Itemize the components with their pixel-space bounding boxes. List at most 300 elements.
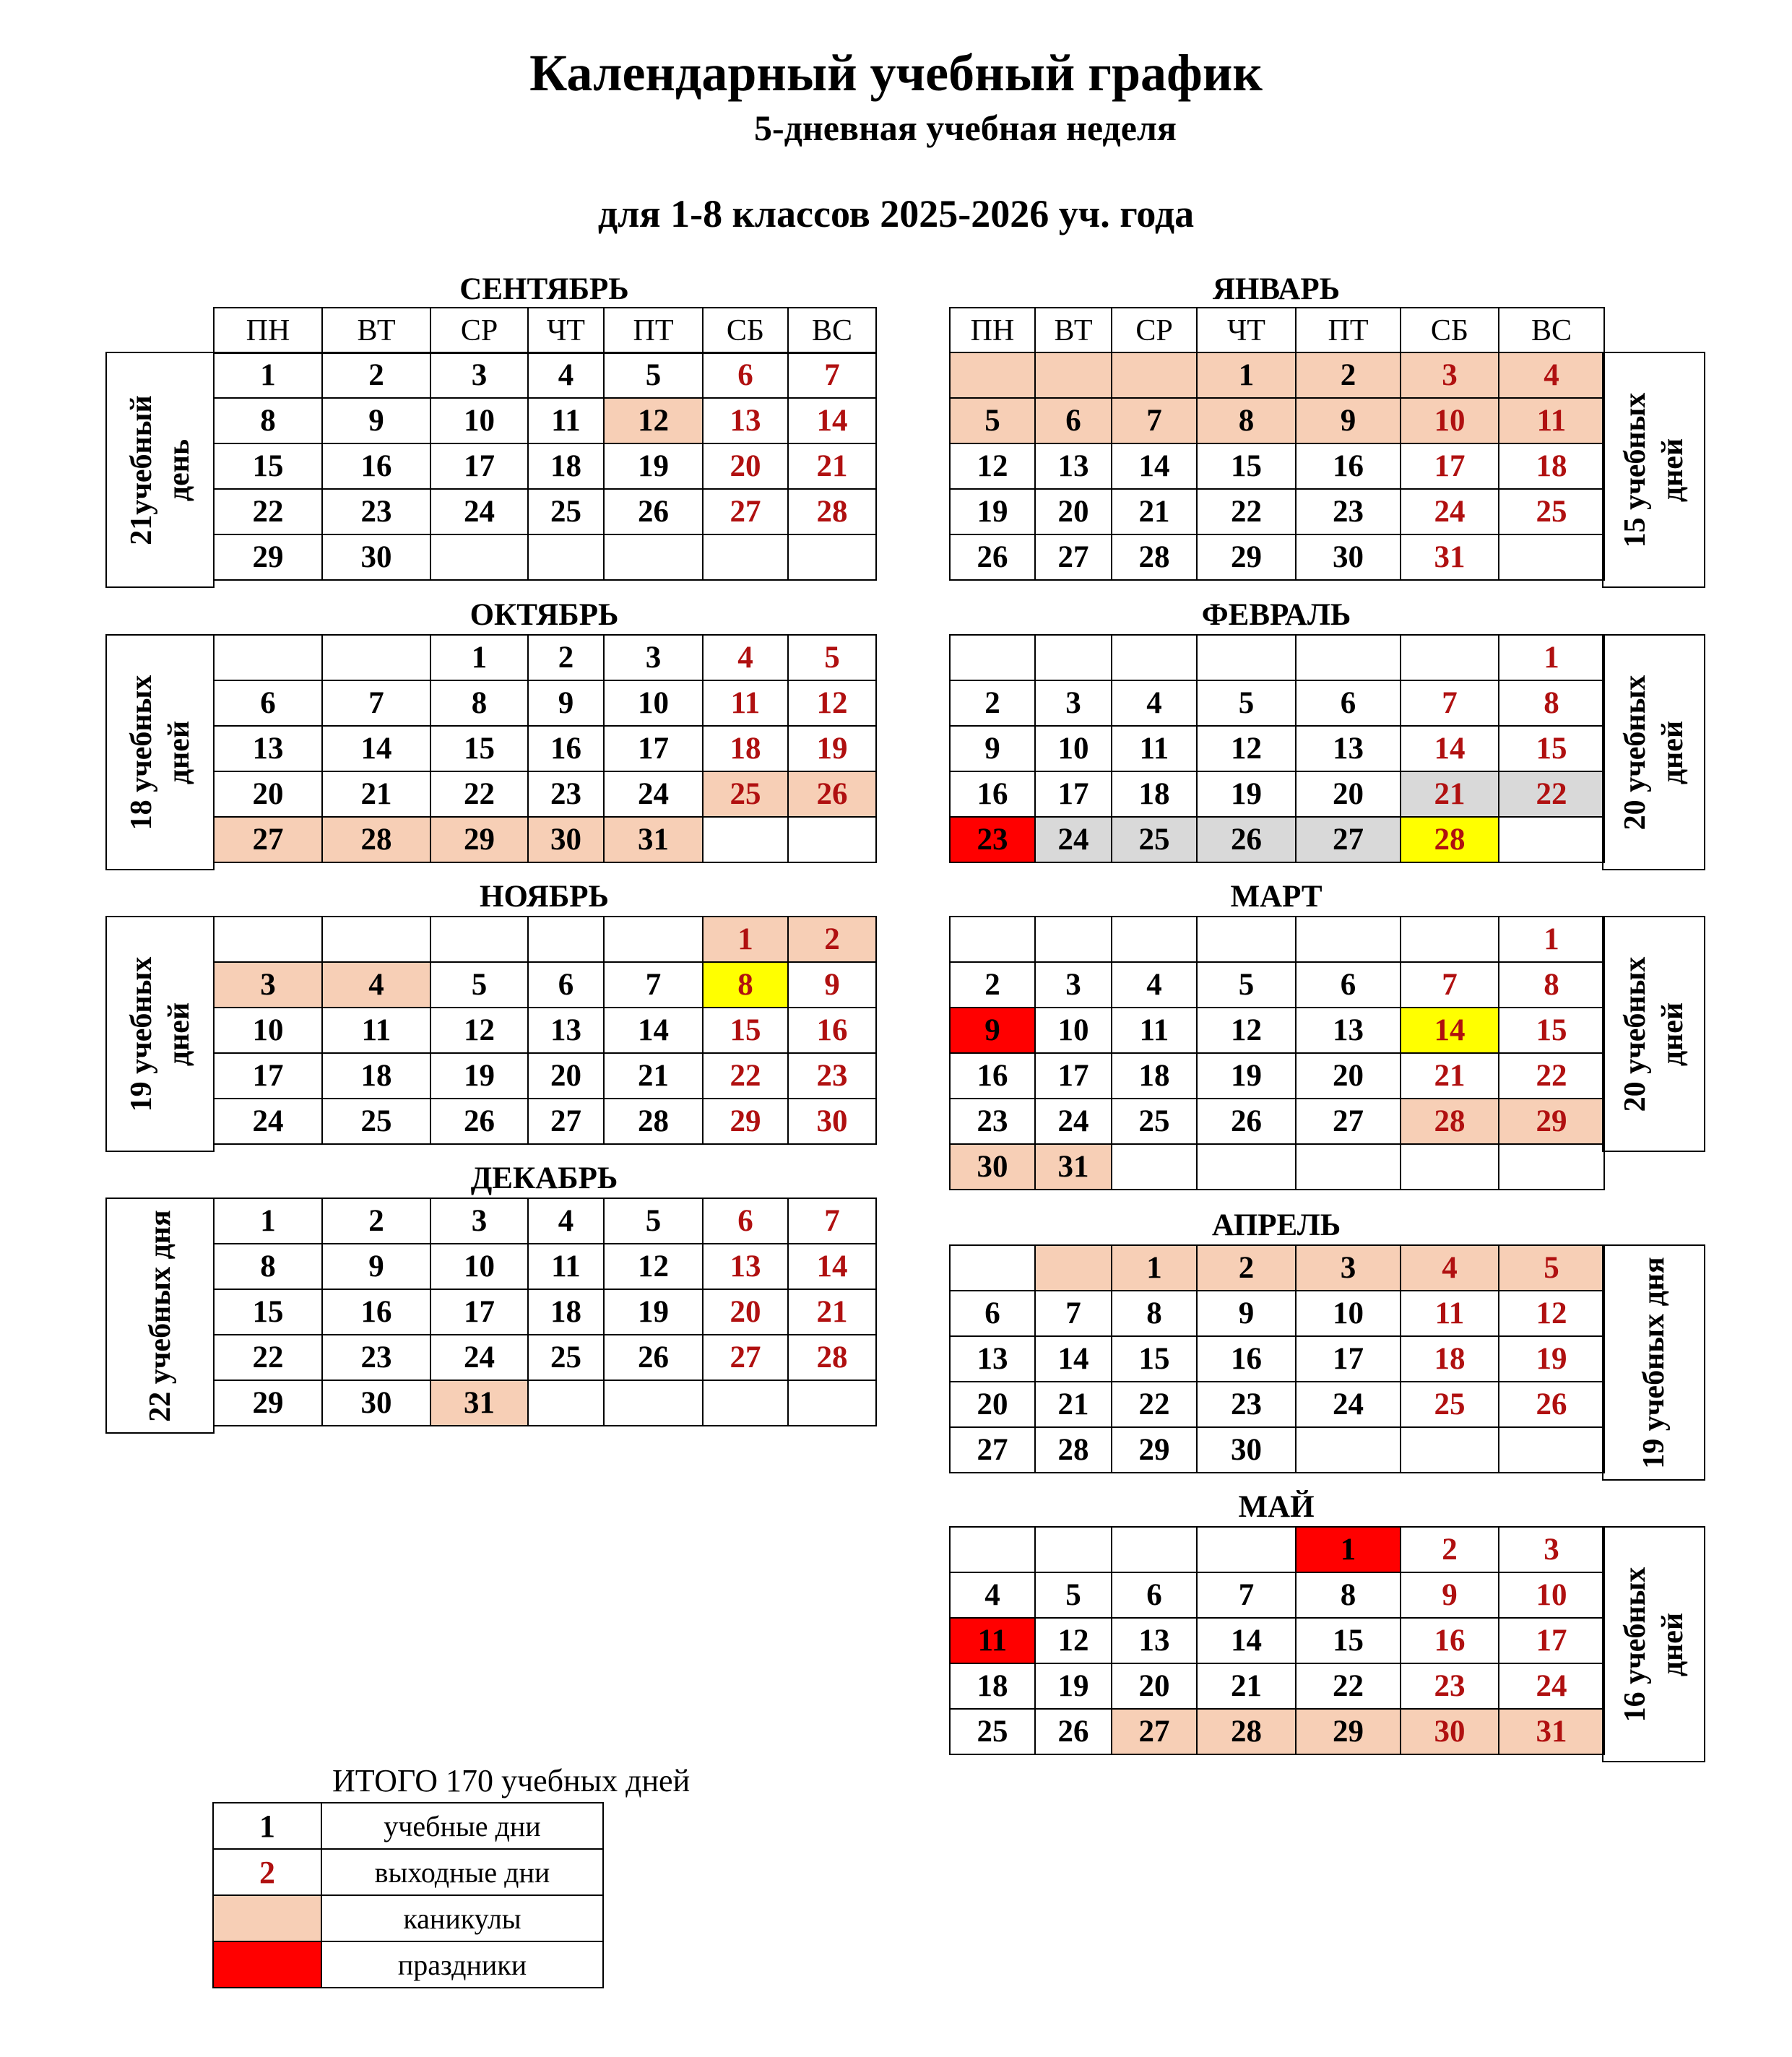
day-cell: 31 — [430, 1380, 528, 1426]
day-cell: 16 — [322, 1289, 430, 1335]
day-cell: 19 — [950, 489, 1035, 534]
weekday-header: ВТ — [1035, 308, 1112, 353]
day-cell: 23 — [1296, 489, 1401, 534]
day-cell: 11 — [528, 398, 604, 443]
day-cell: 26 — [1197, 1099, 1296, 1144]
day-cell: 10 — [1035, 1008, 1112, 1053]
day-cell: 19 — [1035, 1663, 1112, 1709]
day-cell: 17 — [430, 443, 528, 489]
day-cell: 23 — [528, 771, 604, 817]
day-cell: 14 — [1197, 1618, 1296, 1663]
empty-cell — [1401, 1427, 1499, 1473]
day-cell: 23 — [322, 1335, 430, 1380]
month-grid — [949, 634, 1605, 863]
day-cell: 28 — [1197, 1709, 1296, 1754]
day-cell: 7 — [788, 1198, 876, 1244]
day-cell: 28 — [788, 1335, 876, 1380]
day-cell: 21 — [1112, 489, 1197, 534]
day-cell: 8 — [1197, 398, 1296, 443]
day-cell: 29 — [214, 1380, 322, 1426]
day-cell: 28 — [322, 817, 430, 862]
day-cell: 6 — [214, 680, 322, 726]
day-cell: 26 — [430, 1099, 528, 1144]
day-cell: 22 — [214, 1335, 322, 1380]
day-cell: 19 — [430, 1053, 528, 1099]
day-cell: 12 — [1499, 1291, 1604, 1336]
weekday-header: ЧТ — [528, 308, 604, 353]
day-cell: 29 — [1499, 1099, 1604, 1144]
day-cell: 2 — [322, 352, 430, 398]
day-cell: 12 — [604, 398, 703, 443]
total-study-days: ИТОГО 170 учебных дней — [332, 1763, 691, 1798]
day-cell: 25 — [1401, 1382, 1499, 1427]
day-cell: 22 — [703, 1053, 788, 1099]
legend-text: праздники — [321, 1941, 603, 1988]
empty-cell — [1112, 352, 1197, 398]
study-days-label: 20 учебных дней — [1602, 916, 1705, 1152]
empty-cell — [1197, 917, 1296, 962]
day-cell: 27 — [1112, 1709, 1197, 1754]
day-cell: 29 — [430, 817, 528, 862]
day-cell: 27 — [528, 1099, 604, 1144]
month-title: МАРТ — [1230, 880, 1323, 914]
day-cell: 8 — [703, 962, 788, 1008]
day-cell: 22 — [430, 771, 528, 817]
day-cell: 8 — [1499, 962, 1604, 1008]
day-cell: 11 — [1401, 1291, 1499, 1336]
legend-row — [213, 1849, 603, 1895]
day-cell: 2 — [1296, 352, 1401, 398]
day-cell: 29 — [1112, 1427, 1197, 1473]
day-cell: 12 — [1197, 726, 1296, 771]
day-cell: 15 — [1112, 1336, 1197, 1382]
day-cell: 9 — [950, 1008, 1035, 1053]
day-cell: 25 — [1112, 1099, 1197, 1144]
empty-cell — [1499, 817, 1604, 862]
day-cell: 9 — [1401, 1572, 1499, 1618]
weekday-header: ПТ — [604, 308, 703, 353]
day-cell: 20 — [528, 1053, 604, 1099]
day-cell: 21 — [1035, 1382, 1112, 1427]
day-cell: 5 — [430, 962, 528, 1008]
day-cell: 19 — [1499, 1336, 1604, 1382]
empty-cell — [1197, 1144, 1296, 1190]
legend-swatch — [213, 1941, 321, 1988]
day-cell: 8 — [214, 398, 322, 443]
day-cell: 3 — [430, 352, 528, 398]
day-cell: 11 — [528, 1244, 604, 1289]
day-cell: 28 — [788, 489, 876, 534]
day-cell: 25 — [1112, 817, 1197, 862]
empty-cell — [528, 917, 604, 962]
weekday-header-right — [949, 307, 1605, 354]
day-cell: 29 — [1197, 534, 1296, 580]
empty-cell — [950, 1245, 1035, 1291]
day-cell: 2 — [1401, 1527, 1499, 1572]
weekday-header: СР — [1112, 308, 1197, 353]
day-cell: 24 — [1035, 817, 1112, 862]
day-cell: 7 — [788, 352, 876, 398]
month-title: ФЕВРАЛЬ — [1201, 598, 1351, 632]
day-cell: 23 — [1197, 1382, 1296, 1427]
weekday-header: ВС — [788, 308, 876, 353]
day-cell: 28 — [1112, 534, 1197, 580]
empty-cell — [703, 534, 788, 580]
day-cell: 4 — [322, 962, 430, 1008]
month-grid — [949, 916, 1605, 1190]
day-cell: 20 — [1035, 489, 1112, 534]
empty-cell — [1401, 635, 1499, 680]
month-title: ЯНВАРЬ — [1212, 272, 1341, 306]
empty-cell — [1112, 1527, 1197, 1572]
day-cell: 9 — [1296, 398, 1401, 443]
day-cell: 13 — [1296, 1008, 1401, 1053]
day-cell: 3 — [430, 1198, 528, 1244]
day-cell: 12 — [788, 680, 876, 726]
empty-cell — [528, 534, 604, 580]
day-cell: 30 — [322, 1380, 430, 1426]
day-cell: 3 — [1035, 680, 1112, 726]
page-title: Календарный учебный график — [529, 44, 1263, 102]
month-title: АПРЕЛЬ — [1211, 1208, 1341, 1242]
day-cell: 28 — [1035, 1427, 1112, 1473]
day-cell: 6 — [528, 962, 604, 1008]
day-cell: 12 — [1035, 1618, 1112, 1663]
day-cell: 5 — [1035, 1572, 1112, 1618]
empty-cell — [1197, 635, 1296, 680]
day-cell: 25 — [528, 1335, 604, 1380]
day-cell: 17 — [1035, 1053, 1112, 1099]
day-cell: 8 — [1296, 1572, 1401, 1618]
day-cell: 2 — [788, 917, 876, 962]
day-cell: 4 — [1112, 680, 1197, 726]
day-cell: 13 — [703, 1244, 788, 1289]
study-days-label: 22 учебных дня — [105, 1198, 215, 1434]
day-cell: 9 — [322, 398, 430, 443]
day-cell: 20 — [1296, 1053, 1401, 1099]
day-cell: 21 — [788, 443, 876, 489]
day-cell: 12 — [430, 1008, 528, 1053]
day-cell: 9 — [950, 726, 1035, 771]
study-days-label: 21учебный день — [105, 352, 215, 588]
month-title: ОКТЯБРЬ — [469, 598, 619, 632]
day-cell: 1 — [1296, 1527, 1401, 1572]
day-cell: 29 — [214, 534, 322, 580]
day-cell: 8 — [1112, 1291, 1197, 1336]
day-cell: 15 — [1499, 726, 1604, 771]
month-title: МАЙ — [1238, 1490, 1315, 1524]
day-cell: 23 — [950, 817, 1035, 862]
day-cell: 23 — [322, 489, 430, 534]
legend-text: учебные дни — [321, 1803, 603, 1849]
day-cell: 30 — [322, 534, 430, 580]
legend — [212, 1802, 604, 1988]
empty-cell — [1112, 917, 1197, 962]
day-cell: 25 — [1499, 489, 1604, 534]
day-cell: 5 — [604, 1198, 703, 1244]
empty-cell — [788, 534, 876, 580]
day-cell: 27 — [1296, 817, 1401, 862]
day-cell: 25 — [703, 771, 788, 817]
empty-cell — [1112, 1144, 1197, 1190]
study-days-label: 19 учебных дня — [1602, 1244, 1705, 1481]
month-title: ДЕКАБРЬ — [470, 1161, 618, 1195]
day-cell: 25 — [528, 489, 604, 534]
day-cell: 26 — [1035, 1709, 1112, 1754]
day-cell: 30 — [950, 1144, 1035, 1190]
day-cell: 4 — [1112, 962, 1197, 1008]
day-cell: 5 — [950, 398, 1035, 443]
weekday-header: ПН — [950, 308, 1035, 353]
day-cell: 21 — [604, 1053, 703, 1099]
day-cell: 15 — [214, 1289, 322, 1335]
day-cell: 14 — [604, 1008, 703, 1053]
day-cell: 2 — [1197, 1245, 1296, 1291]
day-cell: 18 — [528, 1289, 604, 1335]
study-days-label: 18 учебных дней — [105, 634, 215, 870]
day-cell: 24 — [1401, 489, 1499, 534]
weekday-header: ВС — [1499, 308, 1604, 353]
month-grid — [949, 1526, 1605, 1755]
day-cell: 14 — [788, 398, 876, 443]
day-cell: 30 — [1197, 1427, 1296, 1473]
month-grid — [213, 1198, 877, 1426]
day-cell: 10 — [430, 1244, 528, 1289]
empty-cell — [604, 1380, 703, 1426]
day-cell: 18 — [528, 443, 604, 489]
day-cell: 11 — [1499, 398, 1604, 443]
day-cell: 23 — [1401, 1663, 1499, 1709]
day-cell: 16 — [1296, 443, 1401, 489]
day-cell: 16 — [1401, 1618, 1499, 1663]
day-cell: 7 — [1035, 1291, 1112, 1336]
day-cell: 2 — [950, 962, 1035, 1008]
day-cell: 13 — [950, 1336, 1035, 1382]
empty-cell — [1499, 1144, 1604, 1190]
empty-cell — [604, 917, 703, 962]
day-cell: 1 — [1499, 635, 1604, 680]
day-cell: 20 — [703, 1289, 788, 1335]
empty-cell — [430, 534, 528, 580]
empty-cell — [950, 352, 1035, 398]
empty-cell — [322, 635, 430, 680]
day-cell: 9 — [1197, 1291, 1296, 1336]
day-cell: 7 — [1401, 962, 1499, 1008]
day-cell: 8 — [1499, 680, 1604, 726]
day-cell: 17 — [1035, 771, 1112, 817]
day-cell: 3 — [604, 635, 703, 680]
empty-cell — [1296, 1427, 1401, 1473]
day-cell: 15 — [430, 726, 528, 771]
day-cell: 1 — [214, 352, 322, 398]
classes-heading: для 1-8 классов 2025-2026 уч. года — [597, 192, 1195, 235]
day-cell: 17 — [214, 1053, 322, 1099]
weekday-header-left — [213, 307, 877, 354]
day-cell: 6 — [1112, 1572, 1197, 1618]
month-title: СЕНТЯБРЬ — [459, 272, 629, 306]
day-cell: 31 — [1035, 1144, 1112, 1190]
empty-cell — [1035, 1245, 1112, 1291]
empty-cell — [604, 534, 703, 580]
empty-cell — [950, 635, 1035, 680]
day-cell: 4 — [1499, 352, 1604, 398]
day-cell: 16 — [788, 1008, 876, 1053]
day-cell: 14 — [1401, 1008, 1499, 1053]
day-cell: 31 — [1401, 534, 1499, 580]
day-cell: 5 — [1499, 1245, 1604, 1291]
empty-cell — [1296, 635, 1401, 680]
day-cell: 7 — [322, 680, 430, 726]
day-cell: 9 — [788, 962, 876, 1008]
day-cell: 10 — [1035, 726, 1112, 771]
day-cell: 2 — [528, 635, 604, 680]
study-days-label: 19 учебных дней — [105, 916, 215, 1152]
day-cell: 21 — [788, 1289, 876, 1335]
day-cell: 17 — [430, 1289, 528, 1335]
empty-cell — [1035, 352, 1112, 398]
weekday-header: СБ — [703, 308, 788, 353]
page-subtitle: 5-дневная учебная неделя — [754, 108, 1177, 148]
day-cell: 23 — [950, 1099, 1035, 1144]
legend-row — [213, 1803, 603, 1849]
day-cell: 17 — [604, 726, 703, 771]
day-cell: 23 — [788, 1053, 876, 1099]
day-cell: 26 — [1499, 1382, 1604, 1427]
day-cell: 10 — [1401, 398, 1499, 443]
day-cell: 10 — [430, 398, 528, 443]
day-cell: 18 — [1112, 1053, 1197, 1099]
day-cell: 18 — [703, 726, 788, 771]
empty-cell — [703, 817, 788, 862]
day-cell: 10 — [1296, 1291, 1401, 1336]
day-cell: 4 — [950, 1572, 1035, 1618]
month-title: НОЯБРЬ — [480, 880, 609, 914]
day-cell: 20 — [1296, 771, 1401, 817]
weekday-header: СР — [430, 308, 528, 353]
day-cell: 30 — [788, 1099, 876, 1144]
empty-cell — [1035, 1527, 1112, 1572]
day-cell: 8 — [214, 1244, 322, 1289]
empty-cell — [1401, 1144, 1499, 1190]
day-cell: 11 — [1112, 1008, 1197, 1053]
day-cell: 27 — [1035, 534, 1112, 580]
day-cell: 15 — [1197, 443, 1296, 489]
day-cell: 3 — [214, 962, 322, 1008]
day-cell: 1 — [1112, 1245, 1197, 1291]
day-cell: 16 — [950, 771, 1035, 817]
day-cell: 13 — [703, 398, 788, 443]
day-cell: 2 — [950, 680, 1035, 726]
empty-cell — [1296, 1144, 1401, 1190]
weekday-header: ПН — [214, 308, 322, 353]
day-cell: 10 — [1499, 1572, 1604, 1618]
day-cell: 11 — [322, 1008, 430, 1053]
day-cell: 24 — [430, 489, 528, 534]
day-cell: 14 — [1112, 443, 1197, 489]
day-cell: 3 — [1401, 352, 1499, 398]
weekday-header: ВТ — [322, 308, 430, 353]
day-cell: 15 — [1499, 1008, 1604, 1053]
day-cell: 20 — [214, 771, 322, 817]
day-cell: 15 — [703, 1008, 788, 1053]
day-cell: 22 — [1296, 1663, 1401, 1709]
day-cell: 22 — [1499, 771, 1604, 817]
day-cell: 4 — [528, 352, 604, 398]
day-cell: 5 — [604, 352, 703, 398]
day-cell: 26 — [604, 1335, 703, 1380]
day-cell: 7 — [1401, 680, 1499, 726]
weekday-header: ПТ — [1296, 308, 1401, 353]
day-cell: 26 — [950, 534, 1035, 580]
day-cell: 27 — [703, 1335, 788, 1380]
month-grid — [949, 352, 1605, 581]
day-cell: 21 — [1401, 1053, 1499, 1099]
weekday-header: ЧТ — [1197, 308, 1296, 353]
day-cell: 13 — [214, 726, 322, 771]
day-cell: 15 — [1296, 1618, 1401, 1663]
legend-text: каникулы — [321, 1895, 603, 1941]
day-cell: 19 — [604, 443, 703, 489]
legend-row — [213, 1895, 603, 1941]
day-cell: 13 — [1296, 726, 1401, 771]
day-cell: 14 — [1035, 1336, 1112, 1382]
day-cell: 28 — [604, 1099, 703, 1144]
month-grid — [213, 352, 877, 581]
day-cell: 19 — [604, 1289, 703, 1335]
empty-cell — [1499, 534, 1604, 580]
day-cell: 24 — [214, 1099, 322, 1144]
day-cell: 21 — [1197, 1663, 1296, 1709]
empty-cell — [322, 917, 430, 962]
legend-swatch: 2 — [213, 1849, 321, 1895]
day-cell: 7 — [604, 962, 703, 1008]
day-cell: 11 — [1112, 726, 1197, 771]
empty-cell — [1197, 1527, 1296, 1572]
day-cell: 7 — [1197, 1572, 1296, 1618]
day-cell: 6 — [1296, 962, 1401, 1008]
day-cell: 12 — [604, 1244, 703, 1289]
day-cell: 22 — [1197, 489, 1296, 534]
day-cell: 29 — [1296, 1709, 1401, 1754]
day-cell: 21 — [322, 771, 430, 817]
day-cell: 24 — [604, 771, 703, 817]
empty-cell — [1296, 917, 1401, 962]
day-cell: 26 — [788, 771, 876, 817]
day-cell: 8 — [430, 680, 528, 726]
day-cell: 21 — [1401, 771, 1499, 817]
day-cell: 16 — [950, 1053, 1035, 1099]
day-cell: 6 — [703, 352, 788, 398]
day-cell: 18 — [950, 1663, 1035, 1709]
day-cell: 17 — [1499, 1618, 1604, 1663]
day-cell: 19 — [1197, 1053, 1296, 1099]
day-cell: 13 — [1112, 1618, 1197, 1663]
empty-cell — [703, 1380, 788, 1426]
empty-cell — [214, 635, 322, 680]
day-cell: 4 — [528, 1198, 604, 1244]
day-cell: 25 — [950, 1709, 1035, 1754]
day-cell: 18 — [1499, 443, 1604, 489]
day-cell: 3 — [1296, 1245, 1401, 1291]
day-cell: 14 — [1401, 726, 1499, 771]
day-cell: 9 — [528, 680, 604, 726]
day-cell: 18 — [1112, 771, 1197, 817]
empty-cell — [214, 917, 322, 962]
day-cell: 6 — [1296, 680, 1401, 726]
day-cell: 19 — [788, 726, 876, 771]
empty-cell — [788, 1380, 876, 1426]
day-cell: 17 — [1401, 443, 1499, 489]
